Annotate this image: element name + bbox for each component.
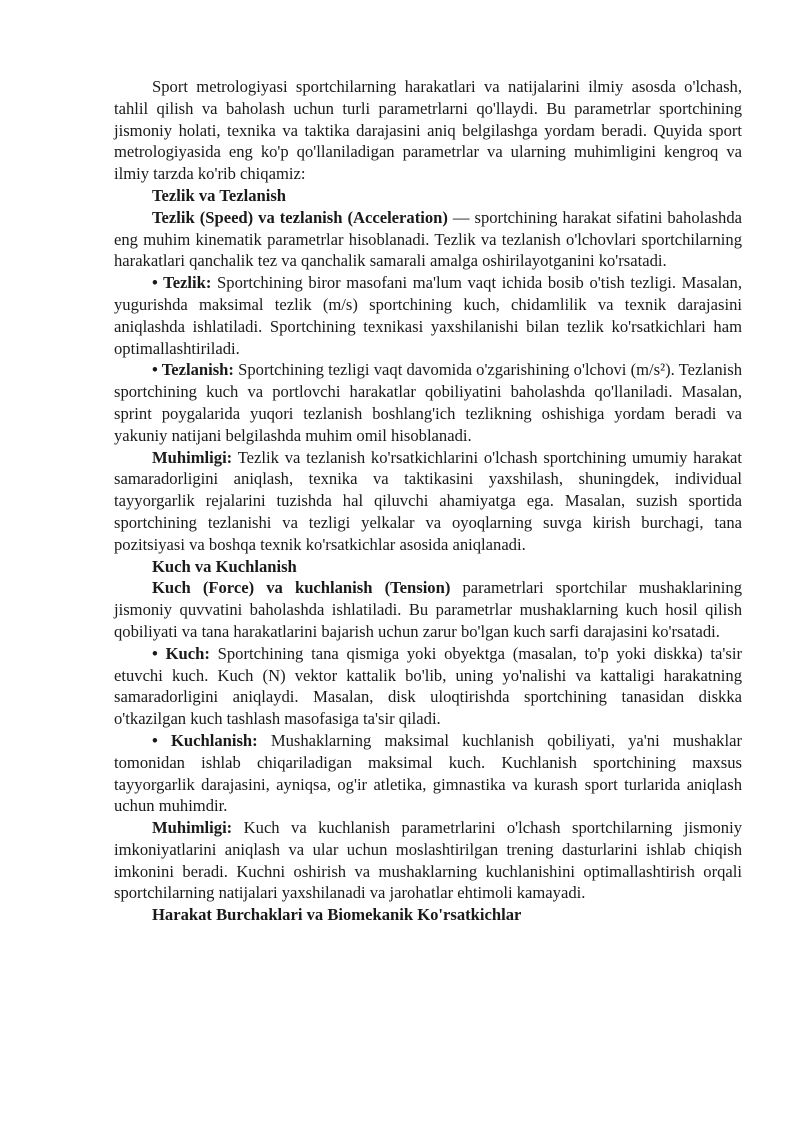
speed-bullet-item: • Tezlik: Sportchining biror masofani ma'lum vaqt ichida bosib o'tish tezligi. Masalan, yugurishda maksimal tezlik (m/s) sportchining kuch, chidamlilik va texnik darajasini aniqlashda ishlatiladi. Sportchining texnikasi yaxshilanishi bilan tezlik ko'rsatkichlari ham optimallashtiriladi. xyxy=(114,273,742,358)
speed-intro-term: Tezlik (Speed) va tezlanish (Acceleration) xyxy=(152,207,448,227)
force-intro-paragraph: Kuch (Force) va kuchlanish (Tension) parametrlari sportchilar mushaklarining jismoniy quvvatini baholashda ishlatiladi. Bu parametrlar mushaklarning kuch hosil qilish qobiliyati va tana harakatlarini bajarish uchun zarur bo'lgan kuch sarfi darajasini ko'rsatadi. xyxy=(114,578,742,641)
force-importance-label: Muhimligi: xyxy=(152,818,233,838)
speed-intro-paragraph: Tezlik (Speed) va tezlanish (Acceleration) — sportchining harakat sifatini baholashda eng muhim kinematik parametrlar hisoblanadi. Tezlik va tezlanish o'lchovlari sportchilarning harakatlari qanchalik tez va qanchalik samarali amalga oshirilayotganini ko'rsatadi. xyxy=(114,207,743,271)
intro-paragraph: Sport metrologiyasi sportchilarning harakatlari va natijalarini ilmiy asosda o'lchash, tahlil qilish va baholash uchun turli parametrlarni qo'llaydi. Bu parametrlar sportchining jismoniy holati, texnika va taktika darajasini aniq belgilashga yordam beradi. Quyida sport metrologiyasida eng ko'p qo'llaniladigan parametrlar va ularning muhimligini kengroq va ilmiy tarzda ko'rib chiqamiz: xyxy=(114,77,742,184)
force-intro-term: Kuch (Force) va kuchlanish (Tension) xyxy=(152,578,451,598)
force-bullet-item: • Kuch: Sportchining tana qismiga yoki obyektga (masalan, to'p yoki diskka) ta'sir etuvchi kuch. Kuch (N) vektor kattalik bo'lib, uning yo'nalishi va kattaligi harakatning samaradorligini aniqlaydi. Masalan, disk uloqtirishda sportchining tanasidan diskka o'tkazilgan kuch tashlash masofasiga ta'sir qiladi. xyxy=(114,643,742,729)
speed-bullet-label: • Tezlik: xyxy=(152,273,212,293)
tension-bullet-label: • Kuchlanish: xyxy=(152,730,258,750)
speed-importance-label: Muhimligi: xyxy=(152,447,233,467)
section-heading-force: Kuch va Kuchlanish xyxy=(152,556,297,576)
acceleration-bullet-label: • Tezlanish: xyxy=(152,360,234,380)
section-heading-speed: Tezlik va Tezlanish xyxy=(152,185,287,205)
section-heading-angles: Harakat Burchaklari va Biomekanik Ko'rsatkichlar xyxy=(152,905,522,925)
acceleration-bullet-item: • Tezlanish: Sportchining tezligi vaqt davomida o'zgarishining o'lchovi (m/s²). Tezlanish sportchining kuch va portlovchi harakatlar qobiliyatini baholashda qo'llaniladi. Masalan, sprint poygalarida yuqori tezlanish boshlang'ich tezlikning oshishiga yordam beradi va yakuniy natijani belgilashda muhim omil hisoblanadi. xyxy=(114,360,743,445)
document-page xyxy=(114,76,742,926)
force-importance-paragraph: Muhimligi: Kuch va kuchlanish parametrlarini o'lchash sportchilarning jismoniy imkoniyatlarini aniqlash va ular uchun moslashtirilgan trening dasturlarini ishlab chiqish imkonini beradi. Kuchni oshirish va mushaklarning kuchlanishini optimallashtirish orqali sportchilarning natijalari yaxshilanadi va jarohatlar ehtimoli kamayadi. xyxy=(114,818,742,903)
force-bullet-label: • Kuch: xyxy=(152,643,210,663)
speed-importance-paragraph: Muhimligi: Tezlik va tezlanish ko'rsatkichlarini o'lchash sportchining umumiy harakat samaradorligini aniqlash, texnika va taktikasini yaxshilash, shuningdek, individual tayyorgarlik rejalarini tuzishda hal qiluvchi ahamiyatga ega. Masalan, suzish sportida sportchining tezlanishi va tezligi yelkalar va oyoqlarning suvga kirish burchagi, tana pozitsiyasi va boshqa texnik ko'rsatkichlar asosida aniqlanadi. xyxy=(114,447,742,554)
tension-bullet-item: • Kuchlanish: Mushaklarning maksimal kuchlanish qobiliyati, ya'ni mushaklar tomonidan ishlab chiqariladigan maksimal kuch. Kuchlanish sportchining maxsus tayyorgarlik darajasini, ayniqsa, og'ir atletika, gimnastika va kurash sport turlarida aniqlash uchun muhimdir. xyxy=(114,730,742,816)
